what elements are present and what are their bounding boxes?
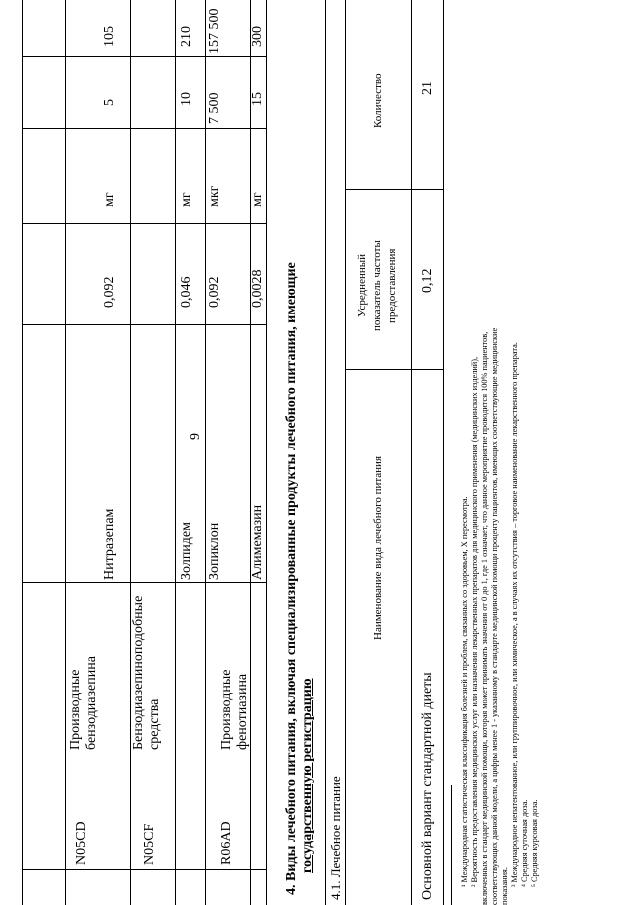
group-name-line2: средства bbox=[147, 698, 162, 750]
column-header-name: Наименование вида лечебного питания bbox=[372, 455, 384, 640]
daily-dose: 10 bbox=[179, 92, 194, 106]
footnote-3: ³ Международное непатентованное, или группировочное, или химическое, а в случаях их отсутствия – торговое наименование лекарственного препарата. bbox=[510, 342, 519, 887]
course-dose: 210 bbox=[179, 26, 194, 47]
page-number: 9 bbox=[188, 433, 203, 440]
footnote-1: ¹ Международная статистическая классификация болезней и проблем, связанных со здоровьем, X пересмотра. bbox=[460, 496, 469, 887]
column-header-qty: Количество bbox=[372, 73, 384, 128]
footnote-5: ⁵ Средняя курсовая доза. bbox=[530, 799, 539, 887]
dose-probability: 0,092 bbox=[207, 276, 222, 308]
course-dose: 157 500 bbox=[207, 8, 222, 54]
daily-dose: 7 500 bbox=[207, 92, 222, 124]
footnote-2-cont: соответствующих данной модели, а цифры менее 1 - указанному в стандарте медицинской помощи проценту пациентов, имеющих соответствующие медицинские bbox=[490, 327, 499, 905]
footnote-2-cont: показания. bbox=[500, 867, 509, 905]
footnote-2-cont: включенных в стандарт медицинской помощи, которая может принимать значения от 0 до 1, где 1 означает, что данное мероприятие проводится 100% пациентов, bbox=[480, 331, 489, 905]
course-dose: 300 bbox=[250, 26, 265, 47]
atc-code: N05CF bbox=[142, 823, 157, 865]
drug-name: Золпидем bbox=[179, 522, 194, 580]
footnote-4: ⁴ Средняя суточная доза. bbox=[520, 799, 529, 887]
dose-unit: мг bbox=[102, 192, 117, 207]
diet-quantity: 21 bbox=[420, 81, 435, 95]
dose-unit: мкг bbox=[207, 185, 222, 207]
drug-name: Алимемазин bbox=[250, 504, 265, 580]
group-name-line1: Производные bbox=[68, 669, 83, 750]
group-name-line2: фенотиазина bbox=[235, 673, 250, 750]
column-header-freq-3: предоставления bbox=[386, 248, 398, 323]
section-heading: 4. Виды лечебного питания, включая специализированные продукты лечебного питания, имеющие bbox=[284, 262, 299, 895]
group-name-line1: Производные bbox=[219, 669, 234, 750]
column-header-freq: Усредненный bbox=[356, 253, 368, 317]
dose-probability: 0,0028 bbox=[250, 269, 265, 308]
diet-frequency: 0,12 bbox=[420, 268, 435, 293]
group-name-line2: бензодиазепина bbox=[84, 656, 99, 750]
section-heading-cont: государственную регистрацию bbox=[300, 678, 315, 873]
diet-name: Основной вариант стандартной диеты bbox=[420, 672, 435, 900]
drug-name: Нитразепам bbox=[102, 508, 117, 580]
daily-dose: 5 bbox=[102, 99, 117, 106]
dose-unit: мг bbox=[179, 192, 194, 207]
atc-code: R06AD bbox=[219, 821, 234, 865]
group-name-line1: Бензодиазепиноподобные bbox=[131, 595, 146, 750]
drug-name: Зопиклон bbox=[207, 522, 222, 580]
table-title: 4.1. Лечебное питание bbox=[328, 776, 343, 900]
course-dose: 105 bbox=[102, 26, 117, 47]
footnote-2: ² Вероятность предоставления медицинских услуг или назначения лекарственных препаратов для медицинского применения (медицинских изделий), bbox=[470, 356, 479, 887]
dose-unit: мг bbox=[250, 192, 265, 207]
column-header-freq-2: показатель частоты bbox=[371, 240, 383, 331]
dose-probability: 0,046 bbox=[179, 276, 194, 308]
dose-probability: 0,092 bbox=[102, 276, 117, 308]
atc-code: N05CD bbox=[74, 821, 89, 865]
daily-dose: 15 bbox=[250, 92, 265, 106]
